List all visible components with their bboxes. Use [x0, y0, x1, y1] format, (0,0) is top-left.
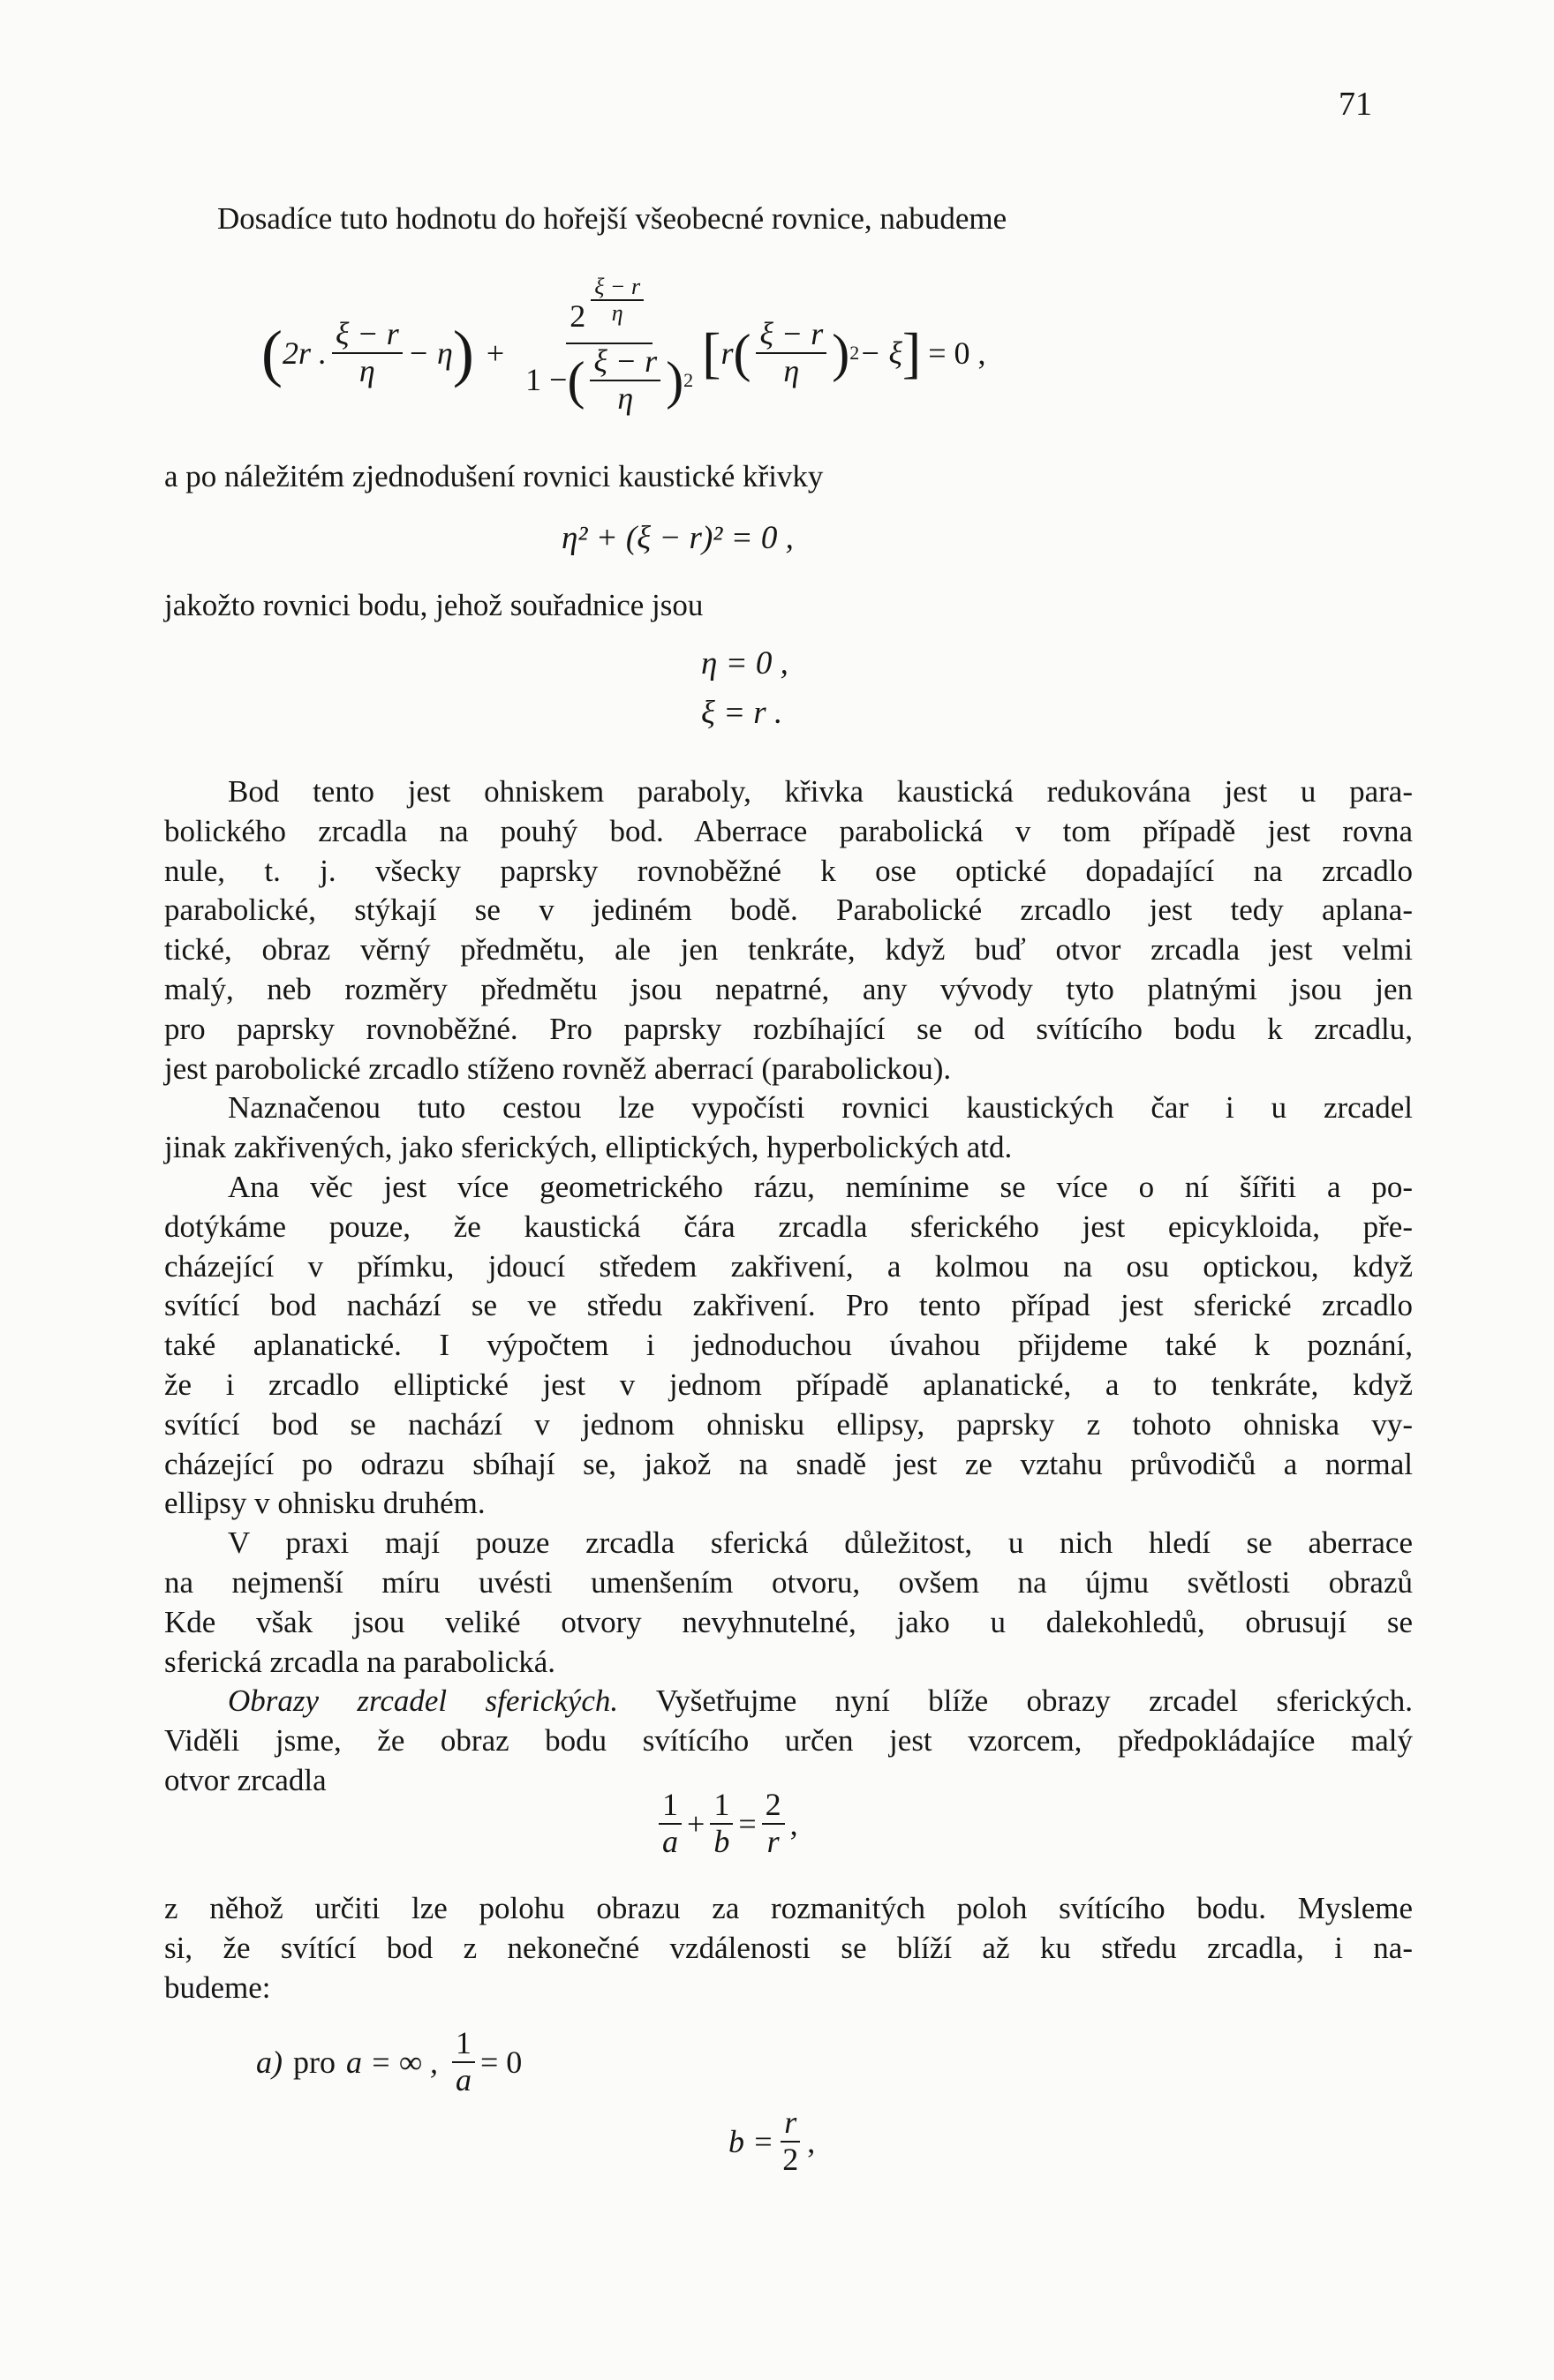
fraction [659, 1788, 682, 1859]
denominator: η [358, 353, 375, 388]
eq-term: r [720, 335, 734, 371]
denominator: r [766, 1823, 780, 1859]
denominator: η [617, 380, 634, 416]
numerator: r [781, 2105, 800, 2143]
comma: , [789, 1805, 798, 1841]
equals: = [738, 1805, 757, 1841]
numerator: ξ − r [332, 317, 403, 354]
numerator: 2 [762, 1788, 785, 1825]
denominator: b [713, 1823, 730, 1859]
text-line [164, 891, 1413, 930]
text-line-content: tické, obraz věrný předmětu, ale jen tenkráte, když buď otvor zrcadla jest velmi [164, 932, 1413, 968]
comma: , [807, 2123, 816, 2159]
text-line [164, 1682, 1413, 1721]
case-word: pro [293, 2044, 336, 2080]
text-line [164, 812, 1413, 852]
text-line-content: Ana věc jest více geometrického rázu, nemínime se více o ní šířiti a po- [228, 1169, 1413, 1204]
text-line [164, 772, 1413, 812]
case-label: a) [256, 2044, 283, 2080]
equation-eta: η = 0 , [701, 645, 788, 682]
text-line [164, 1286, 1413, 1326]
text-line-content: si, že svítící bod z nekonečné vzdálenosti se blíží až ku středu zrcadla, i na- [164, 1930, 1413, 1965]
text-line [164, 1484, 1413, 1524]
numerator: ξ − r [591, 275, 644, 302]
italic-heading: Obrazy zrcadel sferických. [228, 1683, 619, 1719]
text-line-content: svítící bod nachází se ve středu zakřivení. Pro tento případ jest sferické zrcadlo [164, 1288, 1413, 1323]
case-result: = 0 [479, 2044, 523, 2080]
text-line-content: také aplanatické. I výpočtem i jednoduchou úvahou přijdeme také k poznání, [164, 1328, 1413, 1363]
text-line [164, 1128, 1413, 1168]
case-a [256, 2026, 522, 2098]
eq-term: 2r . [282, 335, 327, 371]
fraction [591, 275, 644, 327]
text-line [164, 1445, 1413, 1485]
text-line [164, 1603, 1413, 1643]
text-line-content: Naznačenou tuto cestou lze vypočísti rovnici kaustických čar i u zrcadel [228, 1090, 1413, 1126]
text-line-content: na nejmenší míru uvésti umenšením otvoru, ovšem na újmu světlosti obrazů [164, 1564, 1413, 1600]
text-line [164, 970, 1413, 1010]
eq-term: − ξ [859, 335, 902, 371]
text-line [164, 1405, 1413, 1445]
text-line-content: bolického zrcadla na pouhý bod. Aberrace parabolická v tom případě jest rovna [164, 813, 1413, 848]
text-line [164, 1366, 1413, 1405]
fraction [762, 1788, 785, 1859]
text-line [164, 1969, 1413, 2008]
equals-zero: = 0 , [928, 335, 986, 371]
text-line-content: Kde však jsou veliké otvory nevyhnutelné, jako u dalekohledů, obrusují se [164, 1604, 1413, 1639]
text-line [164, 1088, 1413, 1128]
equation-xi: ξ = r . [701, 695, 783, 731]
case-a-result [728, 2105, 815, 2177]
equation-focus: η² + (ξ − r)² = 0 , [562, 520, 794, 556]
text-line [164, 930, 1413, 970]
bracket: ] [901, 321, 922, 384]
numerator: 1 [659, 1788, 682, 1825]
page-number: 71 [1339, 86, 1372, 123]
denominator: a [662, 1823, 678, 1859]
eq-term: − η [407, 335, 453, 371]
denominator: a [455, 2061, 471, 2098]
text-line-content: Vyšetřujme nyní blíže obrazy zrcadel sferických. [618, 1683, 1413, 1719]
text-line [164, 1929, 1413, 1969]
denominator: η [611, 300, 623, 327]
text-line-content: cházející po odrazu sbíhají se, jakož na snadě jest ze vztahu průvodičů a normal [164, 1446, 1413, 1481]
text-line-content: jinak zakřivených, jako sferických, elliptických, hyperbolických atd. [164, 1130, 1013, 1165]
eq-term: 2 [570, 298, 586, 334]
numerator: ξ − r [756, 317, 826, 354]
text-line-content: nule, t. j. všecky paprsky rovnoběžné k ose optické dopadající na zrcadlo [164, 853, 1413, 888]
text-line-content: ellipsy v ohnisku druhém. [164, 1486, 486, 1521]
numerator: ξ − r [590, 344, 660, 381]
text-line [164, 1643, 1413, 1683]
big-fraction: 2 $\frac{\xi - r}{\eta}$ 1 − ( $\frac{\xi - r}{\eta}$ ) 2 [525, 273, 694, 416]
text-line-content: pro paprsky rovnoběžné. Pro paprsky rozbíhající se od svítícího bodu k zrcadlu, [164, 1011, 1413, 1046]
numerator: 1 [452, 2026, 475, 2063]
text-line [164, 1247, 1413, 1287]
eq-term: 1 − [525, 361, 568, 397]
text-line [164, 1326, 1413, 1366]
text-line-content: jest parobolické zrcadlo stíženo rovněž aberrací (parabolickou). [164, 1051, 952, 1086]
text-line-content: sferická zrcadla na parabolická. [164, 1644, 556, 1679]
body-text-2 [164, 1889, 1413, 2007]
equation-caustic-general: ( 2r . $\frac{\xi - r}{\eta}$ − η ) + 2 $\frac{\xi - r}{\eta}$ 1 − ( $\frac{\xi - r}{\eta}$ ) 2 [ r ( $\frac{\xi - r}{\eta}$ ) 2 − ξ ] = 0 , [261, 273, 986, 416]
text-line-content: cházející v přímku, jdoucí středem zakřivení, a kolmou na osu optickou, když [164, 1248, 1413, 1284]
fraction [756, 317, 826, 388]
text-line [164, 1010, 1413, 1050]
text-line [164, 1168, 1413, 1208]
plus: + [486, 335, 505, 371]
text-line-content: V praxi mají pouze zrcadla sferická důležitost, u nich hledí se aberrace [228, 1525, 1413, 1561]
text-line [164, 1050, 1413, 1089]
case-condition: a = ∞ , [346, 2044, 438, 2080]
text-line-content: svítící bod se nachází v jednom ohnisku ellipsy, paprsky z tohoto ohniska vy- [164, 1406, 1413, 1442]
exponent: 2 [683, 368, 694, 391]
text-line [164, 1721, 1413, 1761]
lhs: b = [728, 2123, 774, 2159]
intro-line: Dosadíce tuto hodnotu do hořejší všeobecné rovnice, nabudeme [217, 201, 1007, 236]
text-line-content: dotýkáme pouze, že kaustická čára zrcadla sferického jest epicykloida, pře- [164, 1209, 1413, 1244]
text-line: a po náležitém zjednodušení rovnici kaustické křivky [164, 459, 824, 493]
text-line [164, 1889, 1413, 1929]
text-line [164, 1563, 1413, 1603]
text-line [164, 1208, 1413, 1247]
plus: + [687, 1805, 705, 1841]
text-line-content: Viděli jsme, že obraz bodu svítícího určen jest vzorcem, předpokládajíce malý [164, 1723, 1413, 1759]
fraction [452, 2026, 475, 2098]
text-line-content: malý, neb rozměry předmětu jsou nepatrné, any vývody tyto platnými jsou jen [164, 971, 1413, 1006]
denominator: η [783, 353, 800, 388]
text-line-content: že i zrcadlo elliptické jest v jednom případě aplanatické, a to tenkráte, když [164, 1367, 1413, 1402]
bracket: [ [702, 321, 721, 384]
numerator: 1 [710, 1788, 733, 1825]
text-line [164, 852, 1413, 892]
fraction [710, 1788, 733, 1859]
text-line [164, 1524, 1413, 1563]
exponent: 2 [849, 342, 860, 364]
fraction [332, 317, 403, 388]
text-line-content: parabolické, stýkají se v jediném bodě. Parabolické zrcadlo jest tedy aplana- [164, 892, 1413, 928]
text-line-content: Bod tento jest ohniskem paraboly, křivka kaustická redukována jest u para- [228, 774, 1413, 809]
fraction [590, 344, 660, 416]
paren: ) [452, 318, 474, 388]
body-text [164, 772, 1413, 1801]
equation-mirror-formula [653, 1788, 798, 1859]
text-line-content: z něhož určiti lze polohu obrazu za rozmanitých poloh svítícího bodu. Mysleme [164, 1891, 1413, 1925]
denominator: 2 [782, 2141, 799, 2177]
paren: ( [261, 318, 283, 388]
text-line-content: budeme: [164, 1970, 271, 2005]
text-line-content: otvor zrcadla [164, 1762, 327, 1797]
fraction [779, 2105, 802, 2177]
text-line: jakožto rovnici bodu, jehož souřadnice jsou [164, 588, 704, 622]
